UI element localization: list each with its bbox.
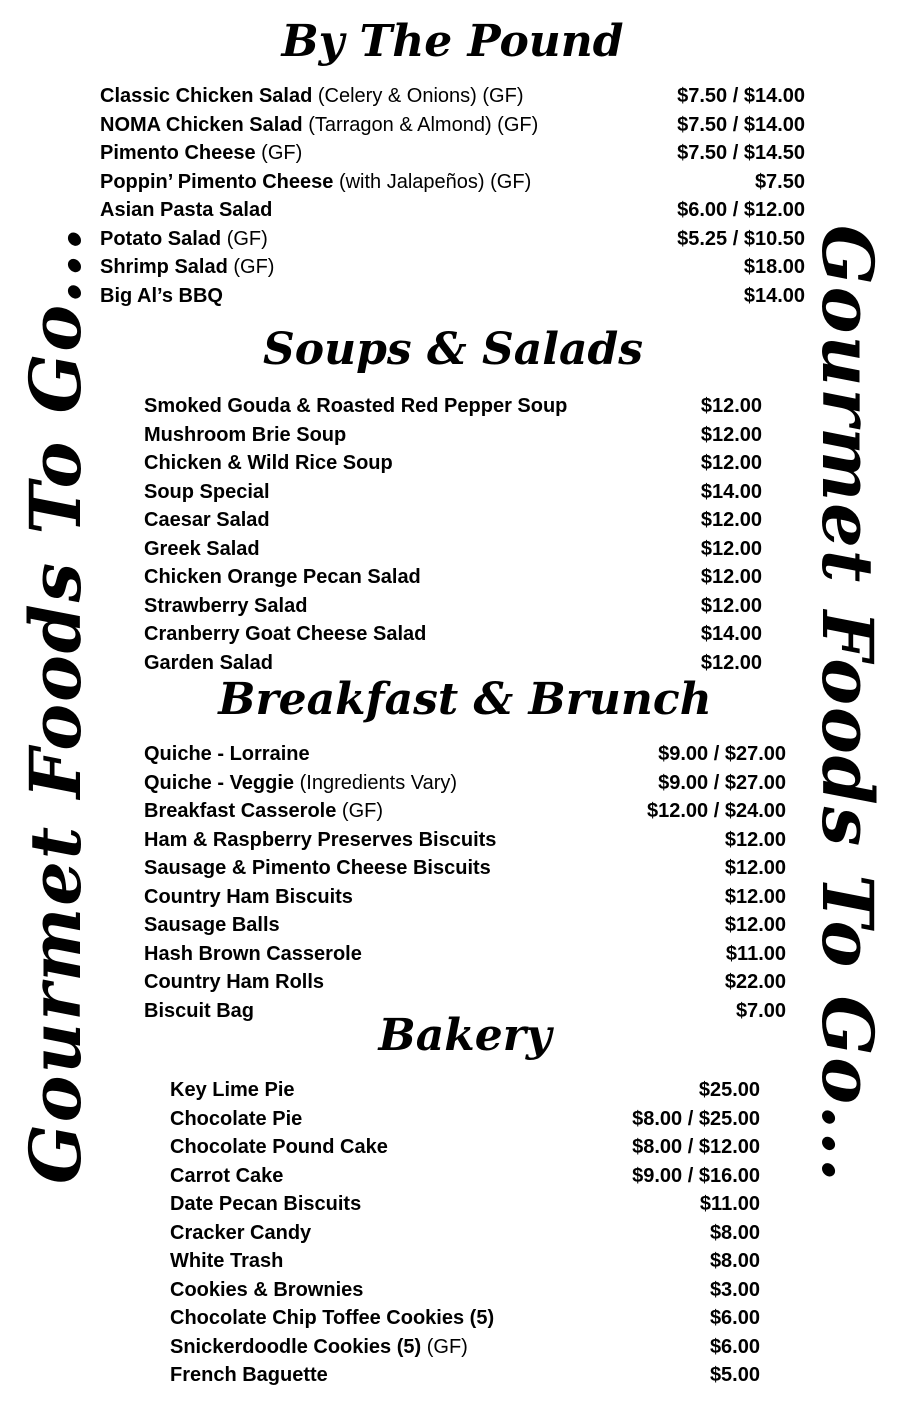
menu-item-name: Quiche - Veggie xyxy=(144,771,295,794)
menu-item xyxy=(144,940,786,969)
menu-item-label xyxy=(170,1361,328,1390)
menu-item-name: Sausage & Pimento Cheese Biscuits xyxy=(144,857,491,879)
menu-item-name: Country Ham Biscuits xyxy=(144,885,353,908)
menu-item-label xyxy=(170,1304,494,1333)
menu-item-label xyxy=(144,421,346,450)
menu-item-price: $5.25 / $10.50 xyxy=(677,227,805,250)
menu-item-note: (GF) xyxy=(226,227,268,250)
menu-item-name: Big Al’s BBQ xyxy=(100,284,223,307)
menu-item xyxy=(170,1333,760,1362)
menu-item-label xyxy=(100,196,272,225)
menu-item-label xyxy=(170,1190,361,1219)
menu-item-name: Soup Special xyxy=(144,480,270,503)
menu-item xyxy=(144,883,786,912)
menu-item xyxy=(144,826,786,855)
menu-item-price: $7.50 / $14.50 xyxy=(677,142,805,164)
menu-item-name: Shrimp Salad xyxy=(100,256,228,278)
menu-item-label xyxy=(144,478,270,507)
menu-item-note: (GF) xyxy=(261,142,303,164)
menu-item xyxy=(170,1076,760,1105)
menu-item xyxy=(144,740,786,769)
menu-item-name: Caesar Salad xyxy=(144,509,270,531)
menu-item-price: $12.00 xyxy=(700,452,762,474)
menu-item-label xyxy=(170,1219,311,1248)
section-by-the-pound xyxy=(100,14,805,310)
menu-item-price: $12.00 xyxy=(724,828,786,851)
menu-item-name: Sausage Balls xyxy=(144,914,280,936)
menu-item-label xyxy=(100,253,274,282)
menu-item-label xyxy=(144,563,421,592)
menu-item-price: $12.00 xyxy=(724,885,786,908)
menu-item-price: $6.00 xyxy=(709,1335,760,1358)
menu-item-label xyxy=(144,769,457,798)
menu-item-label xyxy=(144,826,496,855)
menu-item-price: $8.00 xyxy=(709,1221,760,1244)
menu-item-label xyxy=(144,968,324,997)
menu-item-price: $18.00 xyxy=(743,256,805,278)
menu-item-list xyxy=(144,392,762,677)
menu-item xyxy=(100,111,805,140)
menu-item-price: $12.00 xyxy=(724,857,786,879)
menu-item-note: (GF) xyxy=(426,1335,468,1358)
menu-item-note: (Ingredients Vary) xyxy=(299,771,458,794)
menu-item xyxy=(170,1133,760,1162)
menu-item-price: $11.00 xyxy=(725,942,786,965)
section-heading: Bakery xyxy=(378,1010,552,1061)
menu-item-name: Snickerdoodle Cookies (5) xyxy=(170,1335,422,1358)
section-heading: Breakfast & Brunch xyxy=(218,674,712,725)
menu-item-price: $7.50 / $14.00 xyxy=(677,85,805,107)
menu-item xyxy=(144,854,786,883)
menu-item-note: (Celery & Onions) (GF) xyxy=(317,85,524,107)
menu-item xyxy=(170,1276,760,1305)
menu-item-label xyxy=(100,82,523,111)
menu-item-name: Asian Pasta Salad xyxy=(100,199,273,221)
menu-item-name: Cracker Candy xyxy=(170,1221,312,1244)
menu-item xyxy=(144,563,762,592)
menu-item-price: $11.00 xyxy=(699,1193,760,1215)
menu-item-name: Ham & Raspberry Preserves Biscuits xyxy=(144,828,497,851)
menu-item-name: Country Ham Rolls xyxy=(144,971,325,993)
menu-item-label xyxy=(144,911,280,940)
section-bakery xyxy=(170,1008,760,1390)
menu-item-price: $14.00 xyxy=(700,480,762,503)
menu-item-price: $12.00 xyxy=(700,651,762,674)
menu-item-label xyxy=(100,282,223,311)
menu-item-label xyxy=(144,620,426,649)
menu-item-label xyxy=(144,592,307,621)
menu-item-name: Classic Chicken Salad xyxy=(100,85,313,107)
menu-item-list xyxy=(170,1076,760,1390)
menu-item xyxy=(144,968,786,997)
menu-item xyxy=(100,253,805,282)
menu-item xyxy=(170,1162,760,1191)
menu-item-list xyxy=(144,740,786,1025)
menu-item-name: NOMA Chicken Salad xyxy=(100,113,303,136)
menu-item-name: Poppin’ Pimento Cheese xyxy=(100,170,334,193)
menu-item-label xyxy=(170,1162,283,1191)
menu-item-label xyxy=(170,1247,283,1276)
menu-item-name: Cookies & Brownies xyxy=(170,1278,364,1301)
menu-item-note: (with Jalapeños) (GF) xyxy=(338,170,532,193)
menu-item-name: Biscuit Bag xyxy=(144,999,255,1022)
menu-item-price: $12.00 xyxy=(700,566,762,588)
menu-item xyxy=(144,506,762,535)
menu-item-name: Hash Brown Casserole xyxy=(144,942,362,965)
menu-item xyxy=(144,392,762,421)
menu-item-label xyxy=(100,225,268,254)
menu-item xyxy=(144,478,762,507)
menu-item xyxy=(170,1105,760,1134)
menu-item xyxy=(100,225,805,254)
menu-item-price: $9.00 / $16.00 xyxy=(632,1164,760,1187)
menu-item-price: $7.00 xyxy=(735,999,786,1022)
menu-item-name: White Trash xyxy=(170,1250,284,1272)
menu-item xyxy=(170,1219,760,1248)
menu-item-price: $9.00 / $27.00 xyxy=(658,771,786,794)
menu-item xyxy=(100,282,805,311)
menu-item-price: $7.50 / $14.00 xyxy=(677,113,805,136)
menu-item xyxy=(144,421,762,450)
menu-item-list xyxy=(100,82,805,310)
menu-item-label xyxy=(144,392,567,421)
menu-item-price: $8.00 xyxy=(709,1250,760,1272)
menu-item-price: $12.00 xyxy=(700,395,762,417)
menu-item-name: Pimento Cheese xyxy=(100,142,256,164)
menu-item-name: Greek Salad xyxy=(144,537,260,560)
menu-item-label xyxy=(144,854,491,883)
menu-item-label xyxy=(170,1133,388,1162)
menu-item-name: Key Lime Pie xyxy=(170,1079,295,1101)
menu-item-price: $6.00 / $12.00 xyxy=(677,199,805,221)
menu-item-label xyxy=(144,797,383,826)
menu-item-name: Smoked Gouda & Roasted Red Pepper Soup xyxy=(144,395,568,417)
menu-item-price: $9.00 / $27.00 xyxy=(658,743,786,765)
menu-item xyxy=(144,911,786,940)
menu-item-price: $12.00 xyxy=(700,594,762,617)
menu-item-name: Chocolate Pie xyxy=(170,1107,303,1130)
menu-item xyxy=(144,620,762,649)
menu-item-label xyxy=(170,1076,295,1105)
menu-item-label xyxy=(144,740,310,769)
menu-item xyxy=(144,449,762,478)
menu-item-name: Chocolate Pound Cake xyxy=(170,1136,388,1158)
menu-item-note: (GF) xyxy=(233,256,275,278)
menu-item-price: $7.50 xyxy=(754,170,805,193)
menu-item-note: (Tarragon & Almond) (GF) xyxy=(308,113,539,136)
left-side-banner xyxy=(0,0,110,1408)
menu-item-name: Chicken & Wild Rice Soup xyxy=(144,452,393,474)
menu-item-note: (GF) xyxy=(341,800,383,822)
menu-item xyxy=(170,1361,760,1390)
menu-item-name: Strawberry Salad xyxy=(144,594,308,617)
side-banner-text-right: Gourmet Foods To Go... xyxy=(805,224,889,1184)
section-soups-salads xyxy=(144,322,762,677)
menu-item-name: Breakfast Casserole xyxy=(144,800,337,822)
menu-item xyxy=(144,592,762,621)
menu-item-price: $12.00 xyxy=(700,537,762,560)
menu-item xyxy=(100,168,805,197)
menu-item xyxy=(144,797,786,826)
menu-item-name: Date Pecan Biscuits xyxy=(170,1193,362,1215)
menu-item-name: Cranberry Goat Cheese Salad xyxy=(144,623,427,645)
menu-item-label xyxy=(144,449,393,478)
menu-item-name: Quiche - Lorraine xyxy=(144,743,310,765)
menu-item-price: $12.00 xyxy=(724,914,786,936)
menu-item-price: $12.00 xyxy=(700,509,762,531)
menu-item-label xyxy=(170,1276,363,1305)
menu-item-price: $22.00 xyxy=(724,971,786,993)
right-side-banner xyxy=(792,0,902,1408)
menu-item-name: French Baguette xyxy=(170,1364,328,1386)
menu-item-label xyxy=(100,139,302,168)
menu-item-price: $3.00 xyxy=(709,1278,760,1301)
section-heading: Soups & Salads xyxy=(262,324,644,375)
menu-item-label xyxy=(144,535,260,564)
menu-item-label xyxy=(144,883,353,912)
menu-item-name: Carrot Cake xyxy=(170,1164,284,1187)
menu-item xyxy=(170,1190,760,1219)
menu-item-name: Mushroom Brie Soup xyxy=(144,423,347,446)
menu-item-price: $14.00 xyxy=(700,623,762,645)
menu-item xyxy=(170,1247,760,1276)
menu-item-price: $8.00 / $25.00 xyxy=(632,1107,760,1130)
menu-item-price: $12.00 / $24.00 xyxy=(646,800,786,822)
menu-item xyxy=(170,1304,760,1333)
section-breakfast-brunch xyxy=(144,672,786,1025)
menu-item-label xyxy=(144,940,362,969)
menu-item-label xyxy=(100,168,531,197)
menu-item xyxy=(144,769,786,798)
menu-item-name: Garden Salad xyxy=(144,651,273,674)
menu-item-name: Chocolate Chip Toffee Cookies (5) xyxy=(170,1307,495,1329)
side-banner-text-left: Gourmet Foods To Go... xyxy=(13,224,97,1184)
menu-item-label xyxy=(170,1333,468,1362)
menu-item-label xyxy=(100,111,538,140)
menu-item-label xyxy=(170,1105,302,1134)
menu-item-price: $8.00 / $12.00 xyxy=(632,1136,760,1158)
menu-item xyxy=(100,139,805,168)
menu-item-price: $12.00 xyxy=(700,423,762,446)
menu-item xyxy=(144,535,762,564)
menu-item-price: $6.00 xyxy=(709,1307,760,1329)
menu-item-price: $14.00 xyxy=(743,284,805,307)
menu-item-label xyxy=(144,506,270,535)
menu-item xyxy=(100,82,805,111)
menu-item-price: $5.00 xyxy=(709,1364,760,1386)
menu-item-name: Chicken Orange Pecan Salad xyxy=(144,566,421,588)
menu-item xyxy=(100,196,805,225)
menu-item-price: $25.00 xyxy=(698,1079,760,1101)
section-heading: By The Pound xyxy=(281,16,624,67)
menu-item-name: Potato Salad xyxy=(100,227,222,250)
